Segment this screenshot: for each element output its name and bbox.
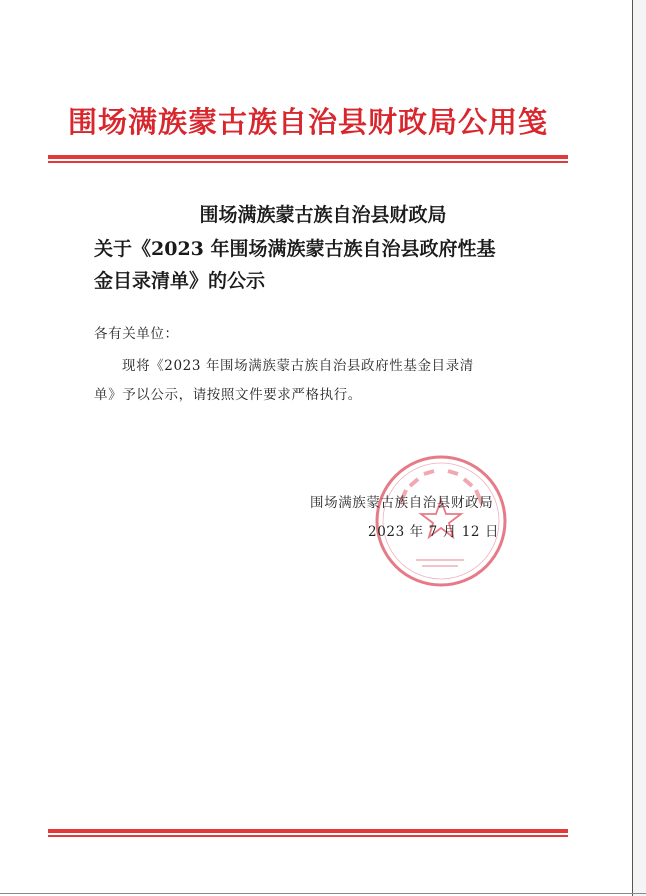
page-bottom-border <box>0 893 646 894</box>
footer-rule-thick <box>48 829 568 833</box>
page-right-border <box>632 0 633 896</box>
notice-title-line-3: 金目录清单》的公示 <box>94 270 266 292</box>
body-line-2: 单》予以公示，请按照文件要求严格执行。 <box>94 387 362 403</box>
letterhead-rule-thick <box>48 155 568 159</box>
body-line-1: 现将《2023 年围场满族蒙古族自治县政府性基金目录清 <box>122 358 474 374</box>
notice-title-line-1: 围场满族蒙古族自治县财政局 <box>199 204 447 226</box>
signature-date: 2023 年 7 月 12 日 <box>368 524 500 540</box>
notice-title-line-2: 关于《2023 年围场满族蒙古族自治县政府性基 <box>94 238 496 260</box>
letterhead-rule-thin <box>48 161 568 163</box>
signature-organization: 围场满族蒙古族自治县财政局 <box>310 495 494 511</box>
salutation: 各有关单位： <box>94 326 179 342</box>
page-edge-shade <box>633 0 646 896</box>
footer-rule-thin <box>48 835 568 837</box>
letterhead-title: 围场满族蒙古族自治县财政局公用笺 <box>67 105 548 139</box>
